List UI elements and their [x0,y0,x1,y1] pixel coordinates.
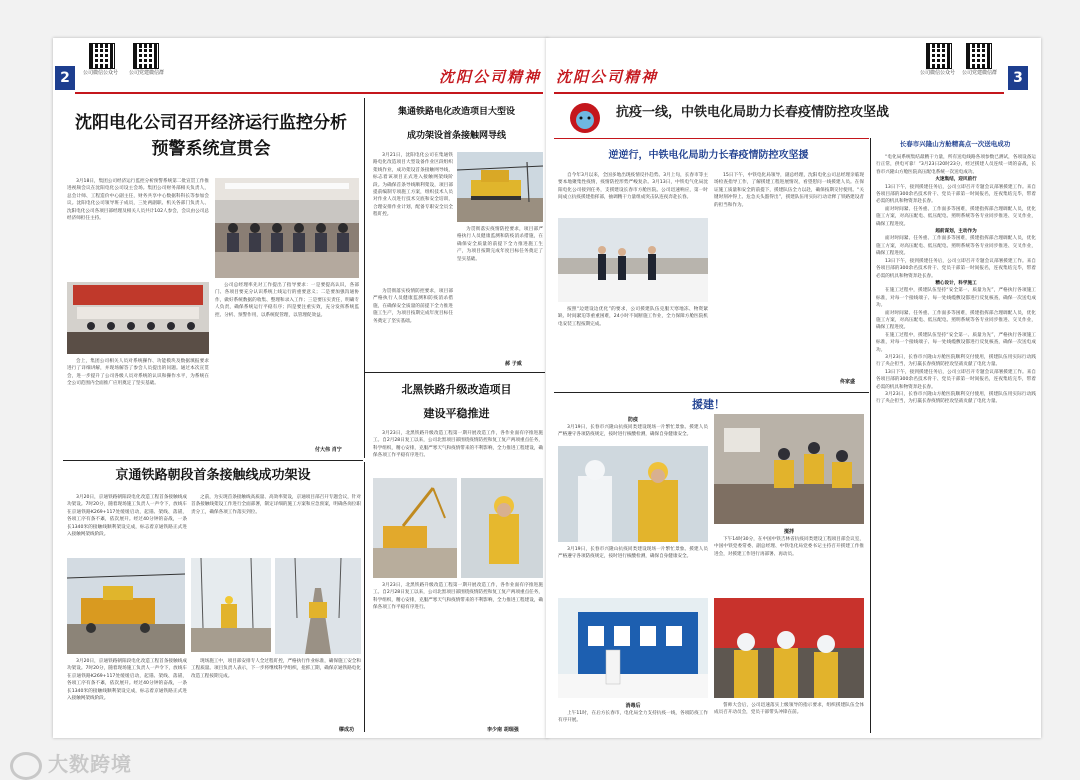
qr-code-icon [926,43,952,69]
article-title: 集通铁路电化改造项目大型设 成功架设首条接触网导线 [397,107,515,141]
photo-caption: 防疫 [627,417,638,423]
watermark: 大数跨境 [10,748,132,780]
header-rule [554,92,1004,94]
article-body: 3月23日，北黑铁路升级改造工程第一期开展改造工作，各作业面有序推进施工。自2月28日复工以来，公司北黑项目部围绕疫情防控和复工复产两项重点任务，科学组织，精心安排，克服严寒天气和疫情带来的不利影响，全力推进工程建设，确保各项工作平稳有序进行。 [373,431,543,459]
article-body: 誓师大会后，公司迅速落实上级领导的指示要求，组织援建队伍全体成员召开动员会，党员干部带头冲锋在前。 [714,703,864,716]
article-body: 15日下午，中铁电化局领导，副总经理，沈阳电化公司总经理亲临现场检查指导工作，了解援建工程进展情况，看望慰问一线援建人员。在保证施工质量和安全的前提下，援建队伍全力以赴，确保按期交付使用。“关键时刻冲得上、危急关头豁得出”，援建队伍用实际行动诠释了铁路建设者的担当和作为。 [714,173,864,208]
article-body: 自今年3月以来，全国多地出现疫情反扑趋势。3月上旬，长春市等主要本地聚集性疫情，疫情防控形势严峻复杂。3月13日，中铁电气化局沈阳电化公司接到任务，支援建设长春市方舱医院。公司迅速响应，第一时间成立抗疫援建指挥部，抽调精干力量组成突击队连夜奔赴长春。 [558,173,708,201]
byline: 李少南 胡瑞强 [487,727,519,733]
sidebar-title: 长春市兴隆山方舱精高点一次送电成功 [899,140,1011,148]
byline: 付大伟 肖宁 [315,447,342,453]
photo-caption: 搅拌 [783,529,794,535]
sidebar-subhead: 火速集结，迎风前行 [935,177,977,183]
qr-code-icon [133,43,159,69]
qr-code-icon [89,43,115,69]
qr-caption: 公司微信公众号 [83,70,119,76]
article-title: 京通铁路朝段首条接触线成功架设 [115,468,311,483]
article-body: 现场施工中，项目部安排专人全过程盯控，严格执行作业标准，确保施工安全和工程质量。项目负责人表示，下一步将继续科学组织，抢抓工期，确保京通铁路电化改造工程按期完成。 [191,659,361,679]
qr-code-icon [966,43,992,69]
medical-staff-photo [558,446,708,542]
article-body: 为贯彻落实疫情防控要求，项目部严格执行人员健康监测和防疫消杀措施，在确保安全质量的前提下全力推进施工生产，为项目按期完成年度目标任务奠定了坚实基础。 [457,227,543,262]
article-body: 公司总经理率先对工作提出了指导要求：一是要提高认识，各部门、各项目要充分认识系统上线运行的重要意义；二是要加强沟通协作，做好系统数据的收集、整理和录入工作；三是要压实责任，明确专人负责，确保系统运行平稳有序；四是要注重实效，充分发挥系统监控、分析、预警作用，以系统促管理，以管理促效益。 [215,283,359,318]
article-body: 3月19日，长春市兴隆山抗疫同类建设现场一片繁忙景象。援建人员严格遵守各项防疫规定，按时进行核酸检测，确保自身健康安全。 [558,425,708,438]
article-body: 3月21日，沈阳电化公司在集通铁路电化改造项目大型设备作业区段组织架线作业，成功架设首条接触网导线，标志着该项目正式进入接触网架线阶段。为确保首条导线顺利架设，项目部提前编制专项施工方案，组织技术人员对作业人员进行技术交底和安全培训，合理安排作业计划，配备专职安全员全程盯控。 [373,153,453,218]
byline: 缪成功 [339,727,355,733]
article-title: 援建！ [692,398,725,411]
article-title: 沈阳电化公司召开经济运行监控分析 预警系统宣贯会 [75,113,347,159]
rail-work-photo [67,558,185,654]
byline: 郝 子威 [505,361,522,367]
article-body: 按照“边建设边优化”的要求，公司援建队伍克服天寒地冻、物资紧缺、时间紧迫等重重困难，24小时不间断施工作业，全力保障方舱医院机电安装工程按期完成。 [558,307,708,327]
section-rule [554,392,869,393]
column-rule [870,138,871,733]
qr-caption: 公司微信公众号 [920,70,956,76]
photo-caption: 消毒后 [625,703,641,709]
qr-caption: 公司党建微信群 [129,70,165,76]
column-rule [364,98,365,458]
meeting-photo [714,414,864,524]
page-number: 2 [55,66,75,90]
meeting-photo [215,178,359,278]
article-body: 3月20日，京通铁路朝阳段电化改造工程首条接触线成功架设。7时20分，随着现场施工负责人一声令下，放线车在京通铁路K269+117处缓缓启动，起锚、架线、落锚，各项工序有条不紊，依次展开。经过40分钟的奋战，一条长1340米的接触线顺利架设完成，标志着京通铁路正式进入接触网架线阶段。 [67,659,187,702]
article-title: 北黑铁路升级改造项目 建设平稳推进 [401,383,512,420]
oath-ceremony-photo [714,598,864,698]
byline: 佟家盛 [840,379,856,385]
article-body: 之前，为实现首条接触线高质量、高效率架设，京通项目部召开专题会议，针对首条接触线架设工作进行全面部署，制定详细的施工方案和应急预案，明确各岗位职责分工，确保各项工作落实到位。 [191,495,361,515]
banner-rule [554,138,869,139]
rail-inspection-photo [191,558,271,652]
article-body: 会上，集团公司相关人员对系统操作、功能模块及数据填报要求进行了详细讲解，并现场解答了参会人员提出的问题。通过本次宣贯会，进一步提升了公司各级人员对系统的认识和操作水平，为系统在全公司范围内全面推广应用奠定了坚实基础。 [67,359,209,387]
banner-title: 抗疫一线，中铁电化局助力长春疫情防控攻坚战 [616,105,890,120]
sidebar-subhead: 超前谋划，主动作为 [935,229,977,235]
article-body: 下午14时30分，在中国中铁吉林省抗疫同类建设工程项目部会议室，中国中铁党委常委、副总经理、中铁电化局党委书记主持召开援建工作推进会，对援建工作进行再部署、再动员。 [714,537,864,557]
worker-photo [461,478,543,578]
construction-photo [373,478,457,578]
article-body: 3月18日，集团公司经济运行监控分析预警系统第二批宣贯工作推进视频会议在沈阳电化公司设主会场。集团公司财务部相关负责人，总会计师、工程造价中心副主任，财务共享中心数据科科长等参加会议。沈阳电化公司领导班子成员，三处两副职、机关各部门负责人、沈阳电化公司各项目部经理及相关人员共计102人参会，会议由公司总经济师担任主持。 [67,179,209,222]
article-body: 3月19日，长春市兴隆山抗疫同类建设现场一片繁忙景象。援建人员严格遵守各项防疫规定，按时进行核酸检测，确保自身健康安全。 [558,547,708,560]
article-body: 为贯彻落实疫情防控要求，项目部严格执行人员健康监测和防疫消杀措施，在确保安全质量的前提下全力推进施工生产，为项目按期完成年度目标任务奠定了坚实基础。 [373,289,453,324]
column-rule [364,462,365,732]
sidebar-body: “电化局系统集结最精干力量，所有送电线路各项参数已测试，各项设备运行正常，供电可靠！”3月23日20时23分，经过援建人员连续一周的奋战，长春市兴隆山方舱医院高压配电系统一次送电成功。 火速集结，迎风前行 13日下午，接到援建任务后，公司立即召开专题会议部署援建工作。来自各项目部的300余名技术骨干、党员干部第一时间报名，连夜集结完毕，带着必需的机具和物资奔赴长春。 面对时间紧、任务重、工作面多等困难，援建指挥部合理调配人员，优化施工方案，对高压配电、低压配电、照明系统等各专业同步推进、交叉作业，确保工程进度。 超前谋划，主动作为 面对时间紧、任务重、工作面多等困难，援建指挥部合理调配人员，优化施工方案，对高压配电、低压配电、照明系统等各专业同步推进、交叉作业，确保工程进度。 13日下午，接到援建任务后，公司立即召开专题会议部署援建工作。来自各项目部的300余名技术骨干、党员干部第一时间报名，连夜集结完毕，带着必需的机具和物资奔赴长春。 精心设计，科学施工 在施工过程中，援建队伍坚持“安全第一、质量为先”，严格执行各项施工标准，对每一个接线端子、每一处线缆敷设都进行反复核查，确保一次送电成功。 面对时间紧、任务重、工作面多等困难，援建指挥部合理调配人员，优化施工方案，对高压配电、低压配电、照明系统等各专业同步推进、交叉作业，确保工程进度。 在施工过程中，援建队伍坚持“安全第一、质量为先”，严格执行各项施工标准，对每一个接线端子、每一处线缆敷设都进行反复核查，确保一次送电成功。 3月23日，长春市兴隆山方舱医院顺利交付使用，援建队伍用实际行动践行了央企担当，为打赢长春疫情防控攻坚战贡献了电化力量。 13日下午，接到援建任务后，公司立即召开专题会议部署援建工作。来自各项目部的300余名技术骨干、党员干部第一时间报名，连夜集结完毕，带着必需的机具和物资奔赴长春。 3月23日，长春市兴隆山方舱医院顺利交付使用，援建队伍用实际行动践行了央企担当，为打赢长春疫情防控攻坚战贡献了电化力量。 [876,155,1036,405]
disinfection-photo [558,598,708,698]
page-number: 3 [1008,66,1028,90]
section-rule [365,372,545,373]
sidebar-subhead: 精心设计，科学施工 [935,280,977,286]
header-rule [75,92,543,94]
construction-site-photo [558,218,708,302]
watermark-logo-icon [10,752,42,780]
rail-work-photo [457,152,543,222]
article-body: 3月23日，北黑铁路升级改造工程第一期开展改造工作，各作业面有序推进施工。自2月28日复工以来，公司北黑项目部围绕疫情防控和复工复产两项重点任务，科学组织，精心安排，克服严寒天气和疫情带来的不利影响，全力推进工程建设，确保各项工作平稳有序进行。 [373,583,543,611]
article-title: 逆逆行，中铁电化局助力长春疫情防控攻坚援 [608,150,809,161]
page-3 [546,38,1041,738]
section-rule [63,460,363,461]
meeting-photo [67,282,209,354]
qr-caption: 公司党建微信群 [962,70,998,76]
masthead: 沈阳公司精神 [439,68,542,86]
article-body: 上午11时，在后方长春市，电化局全力支持抗疫一线，各项防疫工作有序开展。 [558,711,708,724]
railway-photo [275,558,361,654]
page-2 [53,38,548,738]
article-body: 3月20日，京通铁路朝阳段电化改造工程首条接触线成功架设。7时20分，随着现场施工负责人一声令下，放线车在京通铁路K269+117处缓缓启动，起锚、架线、落锚，各项工序有条不紊，依次展开。经过40分钟的奋战，一条长1340米的接触线顺利架设完成，标志着京通铁路正式进入接触网架线阶段。 [67,495,187,538]
mascot-icon [560,98,610,136]
masthead: 沈阳公司精神 [556,68,659,86]
